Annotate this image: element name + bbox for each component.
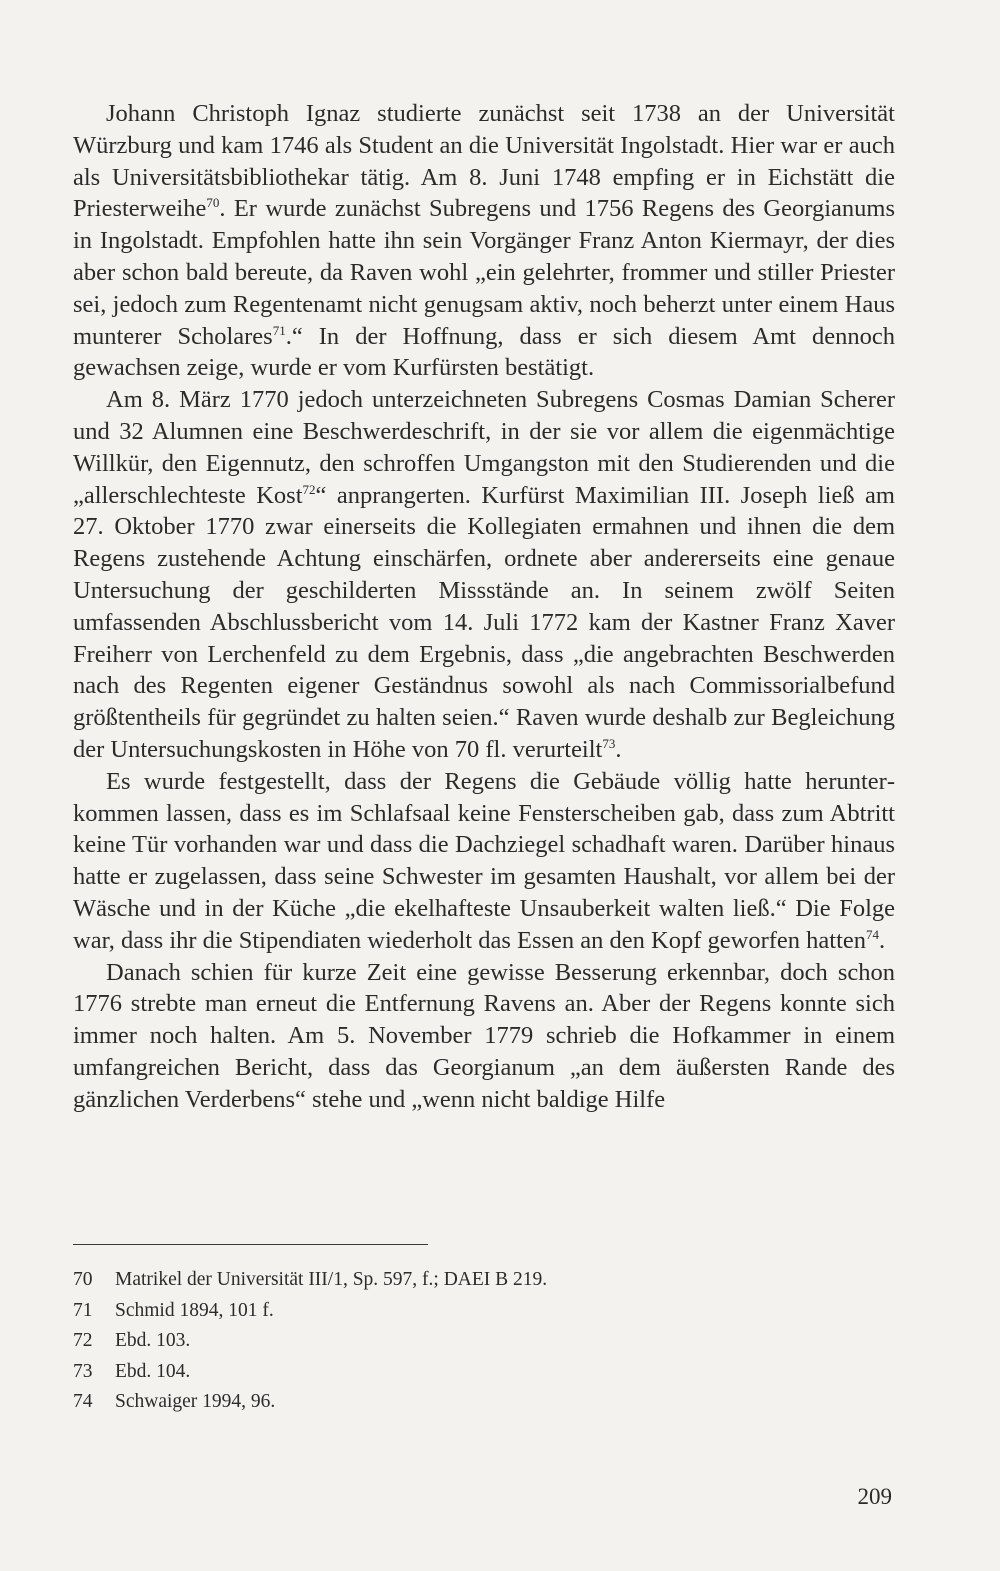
body-paragraph xyxy=(73,766,895,957)
footnote xyxy=(73,1296,895,1327)
footnote-reference: 71 xyxy=(272,322,286,338)
body-paragraph xyxy=(73,384,895,766)
paragraph-text: Es wurde festgestellt, dass der Regens die Gebäude völlig hatte herunterkommen lassen, dass es im Schlafsaal keine Fensterscheiben gab, dass zum Abtritt keine Tür vorhanden war und dass die Dachziegel schadhaft waren. Darüber hinaus hatte er zugelassen, dass seine Schwester im gesamten Haushalt, vor allem bei der Wäsche und in der Küche „die ekelhafteste Unsauberkeit walten ließ.“ Die Folge war, dass ihr die Stipendiaten wiederholt das Essen an den Kopf geworfen hatten xyxy=(73,767,895,954)
footnote xyxy=(73,1387,895,1418)
footnotes xyxy=(73,1265,895,1418)
footnote-number: 72 xyxy=(73,1330,93,1351)
footnote-text: Matrikel der Universität III/1, Sp. 597, f.; DAEI B 219. xyxy=(115,1269,548,1290)
paragraph-text: . Er wurde zunächst Subregens und 1756 Regens des Georgianums in Ingolstadt. Empfohlen hatte ihn sein Vorgänger Franz Anton Kiermayr, der dies aber schon bald bereute, da Raven wohl „ein gelehrter, frommer und stiller Priester sei, jedoch zum Regentenamt nicht genugsam aktiv, noch beherzt unter einem Haus munterer Scholares xyxy=(73,195,895,350)
paragraph-text: “ anprangerten. Kurfürst Maximilian III. Joseph ließ am 27. Oktober 1770 zwar einerseits die Kollegiaten ermahnen und ihnen die dem Regens zustehende Achtung einschärfen, ordnete aber andererseits eine genaue Untersuchung der geschilderten Missstände an. In seinem zwölf Seiten umfassenden Abschlussbericht vom 14. Juli 1772 kam der Kastner Franz Xaver Freiherr von Lerchenfeld zu dem Ergebnis, dass „die angebrachten Beschwerden nach des Regenten eigener Geständnus sowohl als nach Commissorialbefund größtentheils für gegründet zu halten seien.“ Raven wurde deshalb zur Begleichung der Untersuchungskosten in Höhe von 70 fl. verurteilt xyxy=(73,481,895,763)
footnote xyxy=(73,1357,895,1388)
paragraph-text: Johann Christoph Ignaz studierte zunächst seit 1738 an der Universität Würzburg und kam 1746 als Student an die Universität Ingolstadt. Hier war er auch als Universitätsbibliothekar tätig. Am 8. Juni 1748 empfing er in Eichstätt die Priesterweihe xyxy=(73,100,895,223)
footnote-text: Schwaiger 1994, 96. xyxy=(115,1391,276,1412)
footnote-number: 71 xyxy=(73,1299,93,1321)
paragraph-text: Am 8. März 1770 jedoch unterzeichneten Subregens Cosmas Damian Scherer und 32 Alumnen eine Beschwerdeschrift, in der sie vor allem die eigenmächtige Willkür, den Eigennutz, den schroffen Umgangston mit den Studierenden und die „allerschlechteste Kost xyxy=(73,386,895,509)
footnote xyxy=(73,1265,895,1296)
footnote-text: Schmid 1894, 101 f. xyxy=(115,1299,274,1321)
body-paragraph xyxy=(73,957,895,1116)
paragraph-text: . xyxy=(879,926,886,954)
footnote-reference: 70 xyxy=(206,195,220,211)
footnote-reference: 72 xyxy=(302,481,316,497)
footnote-reference: 74 xyxy=(866,926,879,942)
paragraph-text: .“ In der Hoffnung, dass er sich diesem Amt dennoch gewachsen zeige, wurde er vom Kurfürsten bestätigt. xyxy=(73,322,895,382)
footnote-separator xyxy=(73,1244,428,1245)
footnote xyxy=(73,1326,895,1357)
footnote-text: Ebd. 104. xyxy=(115,1360,191,1382)
paragraph-text: Danach schien für kurze Zeit eine gewisse Besserung erkennbar, doch schon 1776 strebte man erneut die Entfernung Ravens an. Aber der Regens konnte sich immer noch halten. Am 5. November 1779 schrieb die Hofkammer in einem umfangreichen Bericht, dass das Georgianum „an dem äußersten Rande des gänzlichen Verderbens“ stehe und „wenn nicht baldige Hilfe xyxy=(73,958,895,1113)
footnote-number: 73 xyxy=(73,1360,93,1382)
footnote-number: 74 xyxy=(73,1391,93,1412)
paragraph-text: . xyxy=(615,735,622,763)
body-paragraph xyxy=(73,98,895,384)
footnote-text: Ebd. 103. xyxy=(115,1330,191,1351)
footnote-reference: 73 xyxy=(602,735,616,751)
page-number: 209 xyxy=(857,1484,892,1509)
main-text xyxy=(73,98,895,1116)
footnote-number: 70 xyxy=(73,1269,93,1290)
